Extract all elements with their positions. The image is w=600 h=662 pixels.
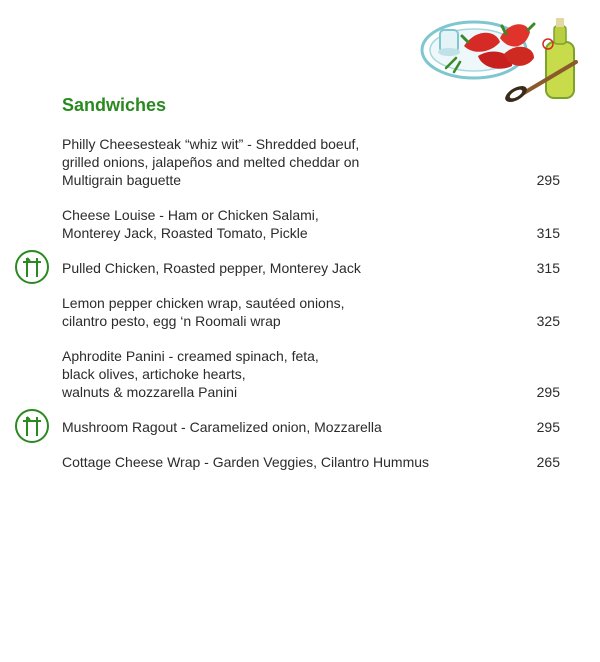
item-description-line: walnuts & mozzarella Panini — [62, 384, 238, 400]
section-title: Sandwiches — [62, 95, 167, 115]
item-price: 295 — [536, 172, 560, 188]
menu-item — [62, 259, 562, 277]
item-description-line: Mushroom Ragout - Caramelized onion, Mozzarella — [62, 419, 382, 435]
menu-item — [62, 453, 562, 471]
menu-item — [62, 294, 562, 330]
item-description-line: cilantro pesto, egg ‘n Roomali wrap — [62, 313, 281, 329]
menu-item — [62, 347, 562, 401]
item-description-line: Lemon pepper chicken wrap, sautéed onions, — [62, 295, 345, 311]
item-description — [62, 259, 472, 277]
item-description-line: Cottage Cheese Wrap - Garden Veggies, Cilantro Hummus — [62, 454, 430, 470]
item-price: 315 — [536, 225, 560, 241]
item-description — [62, 418, 472, 436]
item-price: 265 — [536, 454, 560, 470]
item-description-line: Cheese Louise - Ham or Chicken Salami, — [62, 207, 319, 223]
item-description-line: Multigrain baguette — [62, 172, 182, 188]
item-description — [62, 347, 472, 401]
item-description-line: black olives, artichoke hearts, — [62, 366, 246, 382]
menu-item — [62, 135, 562, 189]
menu-item — [62, 418, 562, 436]
item-description — [62, 206, 472, 242]
item-description-line: Aphrodite Panini - creamed spinach, feta, — [62, 348, 319, 364]
item-description-line: Pulled Chicken, Roasted pepper, Monterey Jack — [62, 260, 361, 276]
item-price: 325 — [536, 313, 560, 329]
menu-list — [62, 135, 562, 488]
item-description-line: Monterey Jack, Roasted Tomato, Pickle — [62, 225, 308, 241]
menu-item — [62, 206, 562, 242]
item-description-line: Philly Cheesesteak “whiz wit” - Shredded boeuf, — [62, 136, 360, 152]
item-description — [62, 453, 472, 471]
item-price: 295 — [536, 419, 560, 435]
item-price: 295 — [536, 384, 560, 400]
item-description-line: grilled onions, jalapeños and melted cheddar on — [62, 154, 360, 170]
item-description — [62, 294, 472, 330]
item-description — [62, 135, 472, 189]
veg-badge-icon — [14, 408, 50, 444]
peppers-oil-illustration — [416, 8, 596, 108]
item-price: 315 — [536, 260, 560, 276]
veg-badge-icon — [14, 249, 50, 285]
